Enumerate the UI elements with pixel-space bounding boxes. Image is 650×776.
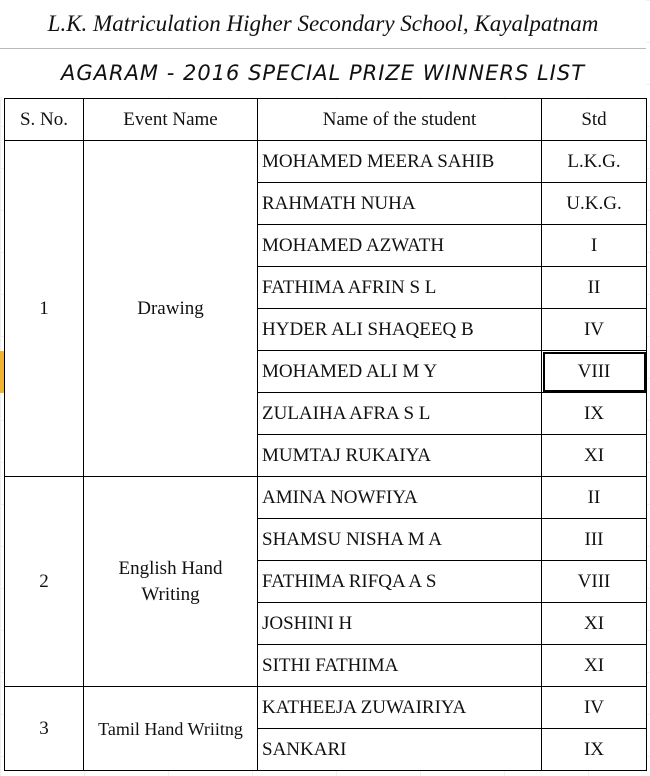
std-cell[interactable]: III: [542, 519, 647, 561]
school-title[interactable]: L.K. Matriculation Higher Secondary School, Kayalpatnam: [0, 0, 646, 49]
std-cell[interactable]: XI: [542, 603, 647, 645]
student-name-cell[interactable]: SANKARI: [258, 729, 542, 771]
table-row: [5, 141, 647, 183]
std-cell-selected[interactable]: VIII: [542, 351, 647, 393]
student-name-cell[interactable]: MOHAMED MEERA SAHIB: [258, 141, 542, 183]
student-name-cell[interactable]: RAHMATH NUHA: [258, 183, 542, 225]
student-name-cell[interactable]: MUMTAJ RUKAIYA: [258, 435, 542, 477]
student-name-cell[interactable]: MOHAMED AZWATH: [258, 225, 542, 267]
sno-cell[interactable]: 1: [5, 141, 84, 477]
col-header-event[interactable]: Event Name: [84, 99, 258, 141]
table-row: [5, 477, 647, 519]
std-cell[interactable]: II: [542, 267, 647, 309]
event-cell[interactable]: Tamil Hand Wriitng: [84, 687, 258, 771]
col-header-name[interactable]: Name of the student: [258, 99, 542, 141]
student-name-cell[interactable]: SHAMSU NISHA M A: [258, 519, 542, 561]
std-cell[interactable]: VIII: [542, 561, 647, 603]
student-name-cell[interactable]: FATHIMA AFRIN S L: [258, 267, 542, 309]
student-name-cell[interactable]: MOHAMED ALI M Y: [258, 351, 542, 393]
sno-cell[interactable]: 3: [5, 687, 84, 771]
student-name-cell[interactable]: AMINA NOWFIYA: [258, 477, 542, 519]
std-cell[interactable]: XI: [542, 435, 647, 477]
std-cell[interactable]: XI: [542, 645, 647, 687]
std-cell[interactable]: I: [542, 225, 647, 267]
std-cell[interactable]: IX: [542, 729, 647, 771]
student-name-cell[interactable]: FATHIMA RIFQA A S: [258, 561, 542, 603]
std-cell[interactable]: L.K.G.: [542, 141, 647, 183]
student-name-cell[interactable]: ZULAIHA AFRA S L: [258, 393, 542, 435]
sno-cell[interactable]: 2: [5, 477, 84, 687]
col-header-sno[interactable]: S. No.: [5, 99, 84, 141]
std-cell[interactable]: U.K.G.: [542, 183, 647, 225]
student-name-cell[interactable]: KATHEEJA ZUWAIRIYA: [258, 687, 542, 729]
event-cell[interactable]: English Hand Writing: [84, 477, 258, 687]
winners-table: [4, 98, 647, 771]
event-cell[interactable]: Drawing: [84, 141, 258, 477]
std-cell[interactable]: IV: [542, 309, 647, 351]
student-name-cell[interactable]: HYDER ALI SHAQEEQ B: [258, 309, 542, 351]
table-row: [5, 687, 647, 729]
std-cell[interactable]: IV: [542, 687, 647, 729]
std-cell[interactable]: II: [542, 477, 647, 519]
table-header-row: [5, 99, 647, 141]
std-cell[interactable]: IX: [542, 393, 647, 435]
student-name-cell[interactable]: SITHI FATHIMA: [258, 645, 542, 687]
list-title[interactable]: AGARAM - 2016 SPECIAL PRIZE WINNERS LIST: [0, 49, 646, 97]
col-header-std[interactable]: Std: [542, 99, 647, 141]
student-name-cell[interactable]: JOSHINI H: [258, 603, 542, 645]
